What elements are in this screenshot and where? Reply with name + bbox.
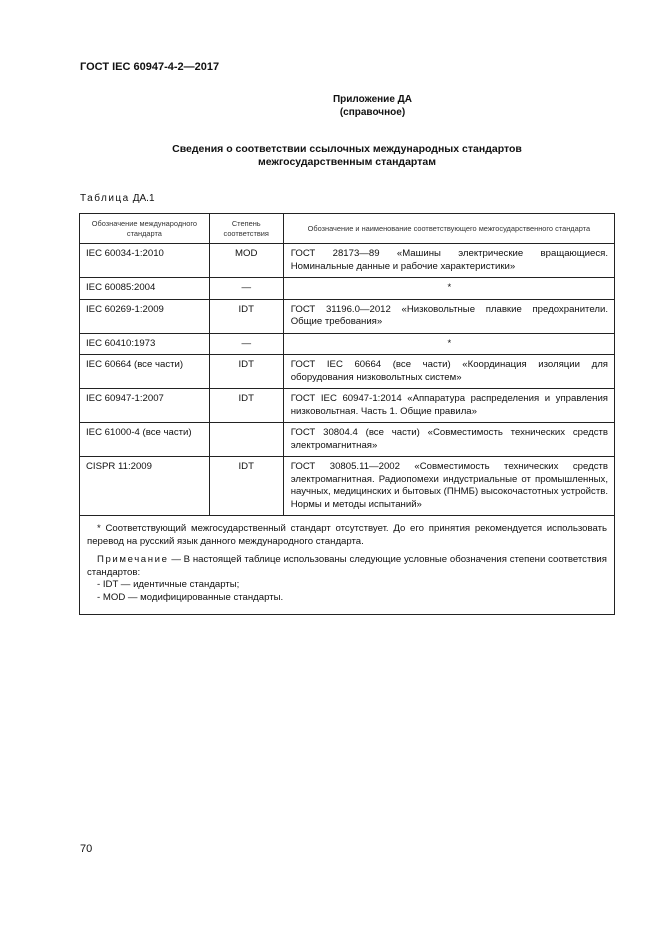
intl-standard-cell: IEC 61000-4 (все части) — [80, 423, 210, 457]
table-row — [80, 389, 615, 423]
interstate-standard-cell: ГОСТ 30804.4 (все части) «Совместимость технических средств электромагнитная» — [283, 423, 614, 457]
interstate-standard-cell: ГОСТ IEC 60947-1:2014 «Аппаратура распределения и управления низковольтная. Часть 1. Общие правила» — [283, 389, 614, 423]
interstate-standard-cell: ГОСТ 30805.11—2002 «Совместимость технических средств электромагнитная. Радиопомехи индустриальные от промышленных, научных, медицинских и бытовых (ПНМБ) высокочастотных устройств. Нормы и методы испытаний» — [283, 457, 614, 516]
note-label: Примечание — [97, 554, 169, 565]
table-note — [87, 554, 607, 579]
column-header-interstate: Обозначение и наименование соответствующего межгосударственного стандарта — [283, 214, 614, 244]
table-row — [80, 355, 615, 389]
intl-standard-cell: IEC 60410:1973 — [80, 333, 210, 355]
table-notes-row — [80, 516, 615, 615]
degree-cell: — — [209, 278, 283, 300]
note-text: — В настоящей таблице использованы следующие условные обозначения степени соответствия стандартов: — [87, 554, 607, 578]
page-number: 70 — [80, 843, 93, 855]
table-row — [80, 333, 615, 355]
table-row — [80, 423, 615, 457]
section-title-line1: Сведения о соответствии ссылочных международных стандартов — [172, 143, 522, 155]
degree-cell: MOD — [209, 244, 283, 278]
degree-cell: IDT — [209, 389, 283, 423]
annex-title: Приложение ДА — [332, 94, 413, 105]
intl-standard-cell: IEC 60034-1:2010 — [80, 244, 210, 278]
intl-standard-cell: IEC 60947-1:2007 — [80, 389, 210, 423]
interstate-standard-cell: ГОСТ 31196.0—2012 «Низковольтные плавкие предохранители. Общие требования» — [283, 299, 614, 333]
interstate-standard-cell: ГОСТ 28173—89 «Машины электрические вращающиеся. Номинальные данные и рабочие характеристики» — [283, 244, 614, 278]
table-row — [80, 278, 615, 300]
table-footnote: * Соответствующий межгосударственный стандарт отсутствует. До его принятия рекомендуется использовать перевод на русский язык данного международного стандарта. — [87, 523, 607, 547]
table-caption — [80, 193, 155, 204]
table-caption-number: ДА.1 — [132, 193, 155, 204]
table-notes — [80, 516, 615, 615]
intl-standard-cell: IEC 60664 (все части) — [80, 355, 210, 389]
annex-subtitle: (справочное) — [339, 107, 406, 118]
degree-cell — [209, 423, 283, 457]
interstate-standard-cell: ГОСТ IEC 60664 (все части) «Координация изоляции для оборудования низковольтных систем» — [283, 355, 614, 389]
intl-standard-cell: IEC 60269-1:2009 — [80, 299, 210, 333]
table-row — [80, 299, 615, 333]
degree-cell: IDT — [209, 355, 283, 389]
table-row — [80, 457, 615, 516]
document-id: ГОСТ IEC 60947-4-2—2017 — [80, 61, 220, 73]
interstate-standard-cell: * — [283, 333, 614, 355]
table-row — [80, 244, 615, 278]
degree-cell: IDT — [209, 457, 283, 516]
section-title — [80, 143, 614, 169]
degree-cell: — — [209, 333, 283, 355]
interstate-standard-cell: * — [283, 278, 614, 300]
table-header-row — [80, 214, 615, 244]
table-caption-label: Таблица — [80, 193, 130, 204]
degree-cell: IDT — [209, 299, 283, 333]
annex-heading — [0, 93, 661, 119]
note-item-mod: - MOD — модифицированные стандарты. — [97, 591, 284, 603]
column-header-intl: Обозначение международного стандарта — [80, 214, 210, 244]
standards-table — [79, 213, 615, 615]
intl-standard-cell: IEC 60085:2004 — [80, 278, 210, 300]
note-item-idt: - IDT — идентичные стандарты; — [97, 579, 240, 590]
intl-standard-cell: CISPR 11:2009 — [80, 457, 210, 516]
section-title-line2: межгосударственным стандартам — [258, 156, 436, 168]
column-header-degree: Степень соответствия — [209, 214, 283, 244]
